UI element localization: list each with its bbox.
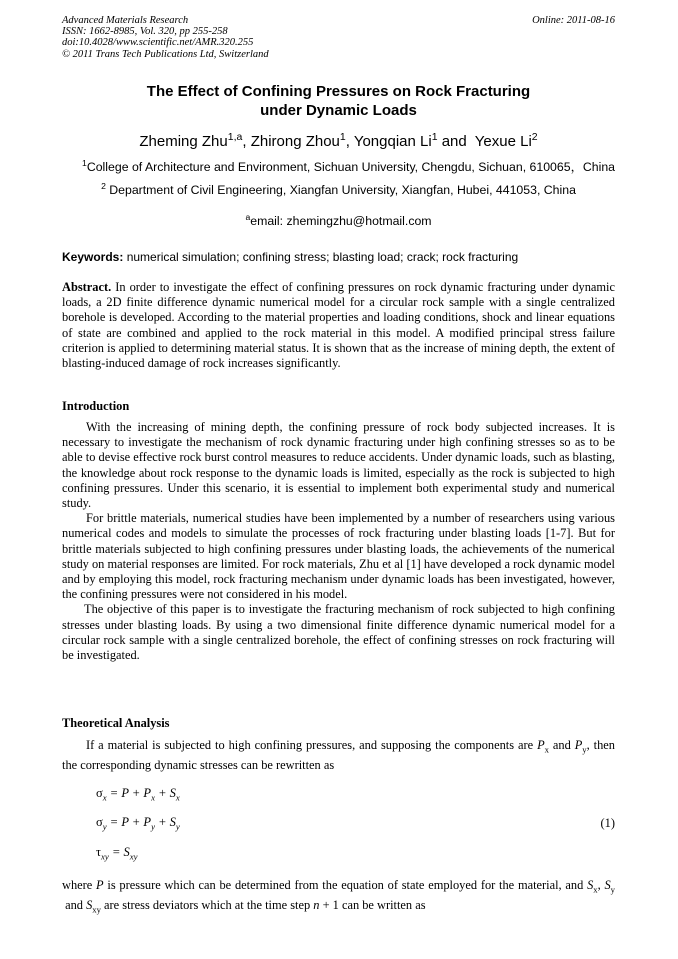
title-line-2: under Dynamic Loads xyxy=(260,102,417,119)
eq-lhs: σ xyxy=(96,815,103,829)
s-sub-x: x xyxy=(593,884,598,895)
keywords-label: Keywords: xyxy=(62,250,124,264)
s-sub-y: y xyxy=(610,884,615,895)
author-list xyxy=(62,131,615,150)
online-date: Online: 2011-08-16 xyxy=(532,15,615,26)
abstract-paragraph xyxy=(62,280,615,371)
contact-email xyxy=(62,212,615,228)
intro-paragraph-3: The objective of this paper is to investigate the fracturing mechanism of rock subjected to high confining stresses under blasting loads. By using a two dimensional finite difference dynamic numerical model for a circular rock sample with a single centralized borehole, the effect of confining stresses on rock fracturing will be investigated. xyxy=(62,602,615,663)
author-sup: 1 xyxy=(431,131,438,143)
eq-lhs: τ xyxy=(96,845,102,859)
eq-rhs-sub: x xyxy=(151,792,155,803)
journal-header xyxy=(62,15,615,60)
theory-text: If a material is subjected to high confining pressures, and supposing the components are xyxy=(86,738,538,752)
eq-rhs: = P + P xyxy=(106,786,152,800)
py-sub: y xyxy=(582,744,587,755)
s-symbol: S xyxy=(587,878,594,892)
theory-continuation xyxy=(62,878,615,917)
theory-text: is pressure which can be determined from the equation of state employed for the material, and xyxy=(103,878,588,892)
theory-paragraph-1 xyxy=(62,738,615,773)
email-text: email: zhemingzhu@hotmail.com xyxy=(250,214,432,229)
author-sup: 1 xyxy=(339,131,346,143)
doi-line: doi:10.4028/www.scientific.net/AMR.320.255 xyxy=(62,37,254,49)
equation-sigma-x xyxy=(96,786,180,803)
abstract-label: Abstract. xyxy=(62,280,112,294)
px-symbol: P xyxy=(537,738,545,752)
theory-text: + 1 can be written as xyxy=(319,897,426,912)
affiliation-text: College of Architecture and Environment, Sichuan University, Chengdu, Sichuan, 610065，China xyxy=(86,160,615,174)
p-symbol: P xyxy=(96,878,104,892)
issn-line: ISSN: 1662-8985, Vol. 320, pp 255-258 xyxy=(62,26,228,38)
author-name: Zheming Zhu xyxy=(139,133,228,150)
equation-number: (1) xyxy=(600,816,615,830)
author-sep: , xyxy=(242,133,251,150)
eq-rhs: = S xyxy=(108,845,130,859)
email-sup: a xyxy=(245,212,251,222)
journal-name: Advanced Materials Research xyxy=(62,15,189,26)
keywords-text: numerical simulation; confining stress; blasting load; crack; rock fracturing xyxy=(123,250,519,264)
affiliation-text: Department of Civil Engineering, Xiangfan University, Xiangfan, Hubei, 441053, China xyxy=(105,183,576,198)
py-symbol: P xyxy=(574,738,583,752)
intro-paragraph-1: With the increasing of mining depth, the confining pressure of rock body subjected increases. It is necessary to investigate the mechanism of rock dynamic fracturing under high confining stresses so as to be able to devise effective rock burst control measures to reduce accidents. Under dynamic loads, such as blasting, the knowledge about rock response to the dynamic loads is limited, especially as the rock is subjected to high confining pressures. Under this scenario, it is essential to implement both experimental study and numerical study. xyxy=(62,420,615,511)
author-sup: 2 xyxy=(531,131,538,143)
theory-intro xyxy=(62,738,615,773)
equation-sigma-y xyxy=(96,815,180,832)
s-symbol: S xyxy=(604,878,611,892)
author-name: Yexue Li xyxy=(474,133,532,150)
eq-rhs: + S xyxy=(154,815,176,829)
affiliation-sup: 1 xyxy=(82,157,87,168)
equation-tau-xy xyxy=(96,845,138,862)
author-name: Zhirong Zhou xyxy=(250,133,340,150)
theory-paragraph-2 xyxy=(62,878,615,917)
eq-rhs-sub: x xyxy=(175,792,180,803)
title-line-1: The Effect of Confining Pressures on Rock Fracturing xyxy=(146,83,531,100)
theory-text: , then the corresponding dynamic stresses can be rewritten as xyxy=(62,738,615,772)
abstract-text: In order to investigate the effect of confining pressures on rock dynamic fracturing under dynamic loads, a 2D finite difference dynamic numerical model for a circular rock sample with a single centralized borehole is developed. According to the material properties and loading conditions, shock and linear equations of state are combined and applied to the rock material in this model. A modified principal stress failure criterion is applied to determining material status. It is shown that as the increase of mining depth, the extent of blasting-induced damage of rock increases significantly. xyxy=(62,280,615,371)
n-symbol: n xyxy=(313,897,320,912)
intro-paragraph-2: For brittle materials, numerical studies have been implemented by a number of researchers using various numerical codes and models to simulate the processes of rock fracturing under blasting loads [1-7]. But for brittle materials subjected to high confining pressures under blasting loads, the achievements of the numerical study on material responses are limited. For rock materials, Zhu et al [1] have developed a rock dynamic model and by employing this model, rock fracturing mechanism under dynamic loads has been investigated, however, the confining pressures were not considered in his model. xyxy=(62,511,615,602)
eq-rhs: = P + P xyxy=(106,815,152,829)
eq-lhs-sub: y xyxy=(102,821,107,832)
s-sub-xy: xy xyxy=(92,904,101,915)
eq-rhs: + S xyxy=(154,786,176,800)
theory-heading: Theoretical Analysis xyxy=(62,716,170,730)
eq-rhs-sub: y xyxy=(151,821,155,832)
author-sep: and xyxy=(437,133,475,150)
affiliation-2 xyxy=(62,181,615,197)
theory-text: and xyxy=(62,897,87,912)
eq-rhs-sub: y xyxy=(175,821,180,832)
eq-lhs-sub: xy xyxy=(101,851,109,862)
eq-rhs-sub: xy xyxy=(129,851,138,862)
px-sub: x xyxy=(544,744,549,755)
introduction-heading: Introduction xyxy=(62,399,130,413)
copyright-line: © 2011 Trans Tech Publications Ltd, Switzerland xyxy=(62,48,269,60)
keywords xyxy=(62,250,615,264)
eq-lhs-sub: x xyxy=(102,792,107,803)
eq-lhs: σ xyxy=(96,786,103,800)
theory-text: are stress deviators which at the time step xyxy=(100,897,314,912)
theory-text: where xyxy=(62,878,97,892)
abstract xyxy=(62,280,615,371)
s-symbol: S xyxy=(86,897,93,912)
introduction-body xyxy=(62,420,615,663)
affiliation-sup: 2 xyxy=(101,181,106,191)
author-sep: , xyxy=(345,133,354,150)
author-sup: 1,a xyxy=(227,131,243,143)
theory-text: , xyxy=(597,878,605,892)
affiliation-1 xyxy=(62,157,615,175)
theory-text: and xyxy=(548,738,575,752)
author-name: Yongqian Li xyxy=(353,133,432,150)
paper-title xyxy=(62,82,615,120)
